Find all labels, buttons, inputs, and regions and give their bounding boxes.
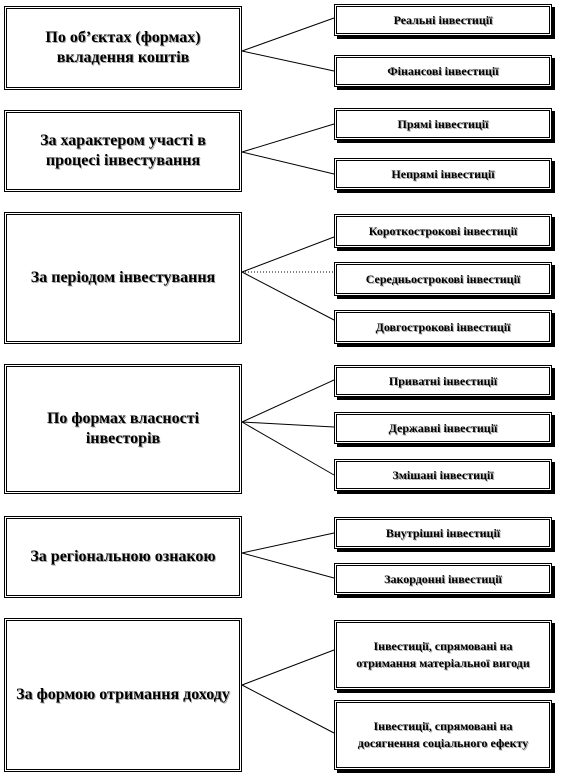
item-mixed-investments: Змішані інвестиції: [334, 459, 552, 491]
connector-line: [242, 533, 334, 553]
connector-line: [242, 380, 334, 422]
item-foreign-investments: Закордонні інвестиції: [334, 563, 552, 595]
item-financial-investments: Фінансові інвестиції: [334, 55, 552, 87]
item-long-term-investments: Довгострокові інвестиції: [334, 310, 552, 344]
item-social-effect-investments: Інвестиції, спрямовані на досягнення соціального ефекту: [334, 700, 552, 770]
item-material-benefit-investments: Інвестиції, спрямовані на отримання матеріальної вигоди: [334, 620, 552, 690]
item-real-investments: Реальні інвестиції: [334, 4, 552, 36]
item-direct-investments: Прямі інвестиції: [334, 108, 552, 140]
connector-line: [242, 272, 334, 320]
connector-line: [242, 422, 334, 475]
connector-line: [242, 685, 334, 733]
category-participation: За характером участі в процесі інвестування: [4, 110, 242, 192]
item-domestic-investments: Внутрішні інвестиції: [334, 517, 552, 549]
item-state-investments: Державні інвестиції: [334, 412, 552, 444]
item-private-investments: Приватні інвестиції: [334, 365, 552, 397]
category-regional: За регіональною ознакою: [4, 516, 242, 598]
item-indirect-investments: Непрямі інвестиції: [334, 158, 552, 190]
connector-line: [242, 152, 334, 174]
category-ownership: По формах власності інвесторів: [4, 364, 242, 494]
category-objects: По об’єктах (формах) вкладення коштів: [4, 6, 242, 90]
connector-line: [242, 237, 334, 272]
connector-line: [242, 51, 334, 71]
connector-line: [242, 553, 334, 578]
connector-line: [242, 18, 334, 51]
connector-line: [242, 422, 334, 427]
connector-line: [242, 650, 334, 685]
category-income-form: За формою отримання доходу: [4, 618, 242, 772]
connector-line: [242, 124, 334, 152]
item-short-term-investments: Короткострокові інвестиції: [334, 214, 552, 248]
category-period: За періодом інвестування: [4, 212, 242, 344]
item-medium-term-investments: Середньострокові інвестиції: [334, 262, 552, 296]
